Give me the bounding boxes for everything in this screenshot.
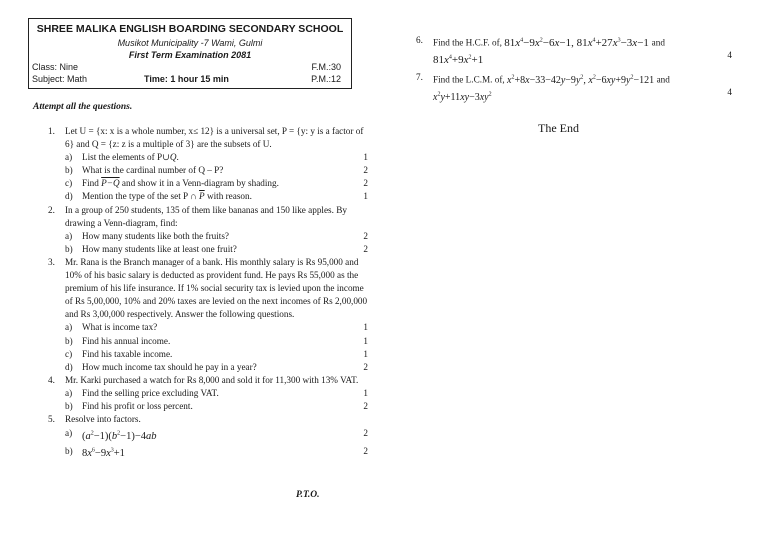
sub-question-label: b) [65,445,73,456]
math-expression: $x^2+8x-33-42y-9y^2$, $x^2-6xy+9y^2-121$ [507,74,657,86]
sub-question [48,426,368,444]
math-expression: $8x^6-9x^3+1$ [82,447,125,460]
sub-question-text: How much income tax should he pay in a year? [82,361,257,372]
class-label: Class: Nine [32,62,79,72]
math-expression: $81x^4+9x^2+1$ [433,54,484,67]
marks: 2 [363,243,368,254]
marks: 2 [363,361,368,372]
questions-left-column [48,125,368,461]
marks: 2 [363,165,368,176]
sub-question-text: and show it in a Venn-diagram by shading. [119,178,279,189]
question-5 [48,413,368,426]
marks: 2 [363,428,368,439]
question-number: 6. [416,35,423,45]
sub-question-label: c) [65,348,73,359]
sub-question [48,243,368,256]
subject-label: Subject: Math [32,74,88,84]
math-expression: $81x^4-9x^2-6x-1$, $81x^4+27x^3-3x-1$ [504,36,652,49]
sub-question [48,177,368,190]
sub-question-text: Find the selling price excluding VAT. [82,387,219,398]
question-stem: In a group of 250 students, 135 of them like bananas and 150 like apples. By drawing a Venn-diagram, find: [65,204,347,228]
and-text: and [656,74,670,85]
sub-question [48,230,368,243]
sub-question-text: List the elements of P∪ [82,152,170,163]
time-label: Time: 1 hour 15 min [144,74,229,84]
question-number: 1. [48,126,55,136]
sub-question [48,190,368,203]
marks: 1 [363,191,368,202]
question-number: 5. [48,414,55,425]
sub-question [48,348,368,361]
sub-question [48,335,368,348]
marks: 2 [363,230,368,241]
math-expression: $\overline{P}$ [199,191,205,202]
please-turn-over: P.T.O. [296,490,320,500]
sub-question [48,361,368,374]
question-stem: Let U = {x: x is a whole number, x≤ 12} is a universal set, P = {y: y is a factor of 6} and Q = {z: z is a multiple of 3} are the subsets of U. [65,126,364,150]
sub-question [48,164,368,177]
question-number: 7. [416,72,423,83]
sub-question [48,444,368,462]
full-marks-label: F.M.:30 [311,62,341,72]
sub-question-text: Find his annual income. [82,335,171,346]
question-1 [48,125,368,151]
questions-right-column [416,33,732,105]
sub-question-text: How many students like at least one fruit? [82,243,237,254]
marks: 2 [363,178,368,189]
marks: 4 [727,50,732,60]
sub-question-text: What is the cardinal number of Q – P? [82,165,224,176]
marks: 1 [363,348,368,359]
marks: 1 [363,152,368,163]
marks: 1 [363,387,368,398]
sub-question-label: a) [65,322,73,333]
sub-question-text: Find his profit or loss percent. [82,400,193,411]
question-2 [48,204,368,230]
sub-question-tail: with reason. [204,191,252,202]
sub-question [48,151,368,164]
sub-question-text: How many students like both the fruits? [82,230,229,241]
question-4 [48,374,368,387]
school-name: SHREE MALIKA ENGLISH BOARDING SECONDARY SCHOOL [36,23,344,35]
sub-question-label: a) [65,387,73,398]
and-text: and [651,37,665,48]
sub-question-label: b) [65,335,73,346]
pass-marks-label: P.M.:12 [311,74,341,84]
sub-question [48,387,368,400]
sub-question-label: c) [65,178,73,189]
marks: 2 [363,445,368,456]
sub-question-label: d) [65,361,73,372]
sub-question [48,400,368,413]
sub-question-text: What is income tax? [82,322,158,333]
sub-question-pre: Find [82,178,102,189]
instructions: Attempt all the questions. [33,102,133,112]
question-number: 3. [48,256,55,267]
question-3 [48,256,368,321]
sub-question-tail: . [176,152,179,163]
school-address: Musikot Municipality -7 Wami, Gulmi [117,38,263,48]
question-text: Find the H.C.F. of, [433,37,502,48]
question-stem: Mr. Rana is the Branch manager of a bank. His monthly salary is Rs 95,000 and 10% of his basic salary is deducted as provident fund. He pays Rs 55,000 as the premium of his life insurance. If 1% social security tax is levied upon the income of Rs 5,00,000, 10% and 20% taxes are levied on the next incomes of Rs 2,00,000 and Rs 3,00,000 respectively. Answer the following questions. [65,256,368,320]
marks: 4 [727,87,732,98]
marks: 1 [363,322,368,333]
marks: 1 [363,335,368,346]
question-number: 4. [48,374,55,385]
marks: 2 [363,400,368,411]
math-expression: Q [169,152,177,163]
sub-question-label: a) [65,230,73,241]
the-end: The End [538,121,579,135]
sub-question-label: a) [65,428,73,439]
question-6 [416,33,732,68]
math-expression: $(a^2-1)(b^2-1)-4ab$ [82,430,157,442]
question-stem: Resolve into factors. [65,414,141,425]
exam-title: First Term Examination 2081 [128,50,252,60]
sub-question [48,321,368,334]
question-text: Find the L.C.M. of, [433,74,505,85]
sub-question-label: a) [65,152,73,163]
math-expression: P−Q [101,178,120,189]
sub-question-label: b) [65,243,73,254]
question-number: 2. [48,204,55,215]
question-7 [416,70,732,105]
school-header-box [28,18,352,89]
question-stem: Mr. Karki purchased a watch for Rs 8,000 and sold it for 11,300 with 13% VAT. [65,374,359,385]
sub-question-text: Mention the type of the set P ∩ [82,191,200,202]
sub-question-text: Find his taxable income. [82,348,173,359]
sub-question-label: d) [65,191,73,202]
sub-question-label: b) [65,165,73,176]
sub-question-label: b) [65,400,73,411]
math-expression: $x^2y+11xy-3xy^2$ [433,91,492,103]
